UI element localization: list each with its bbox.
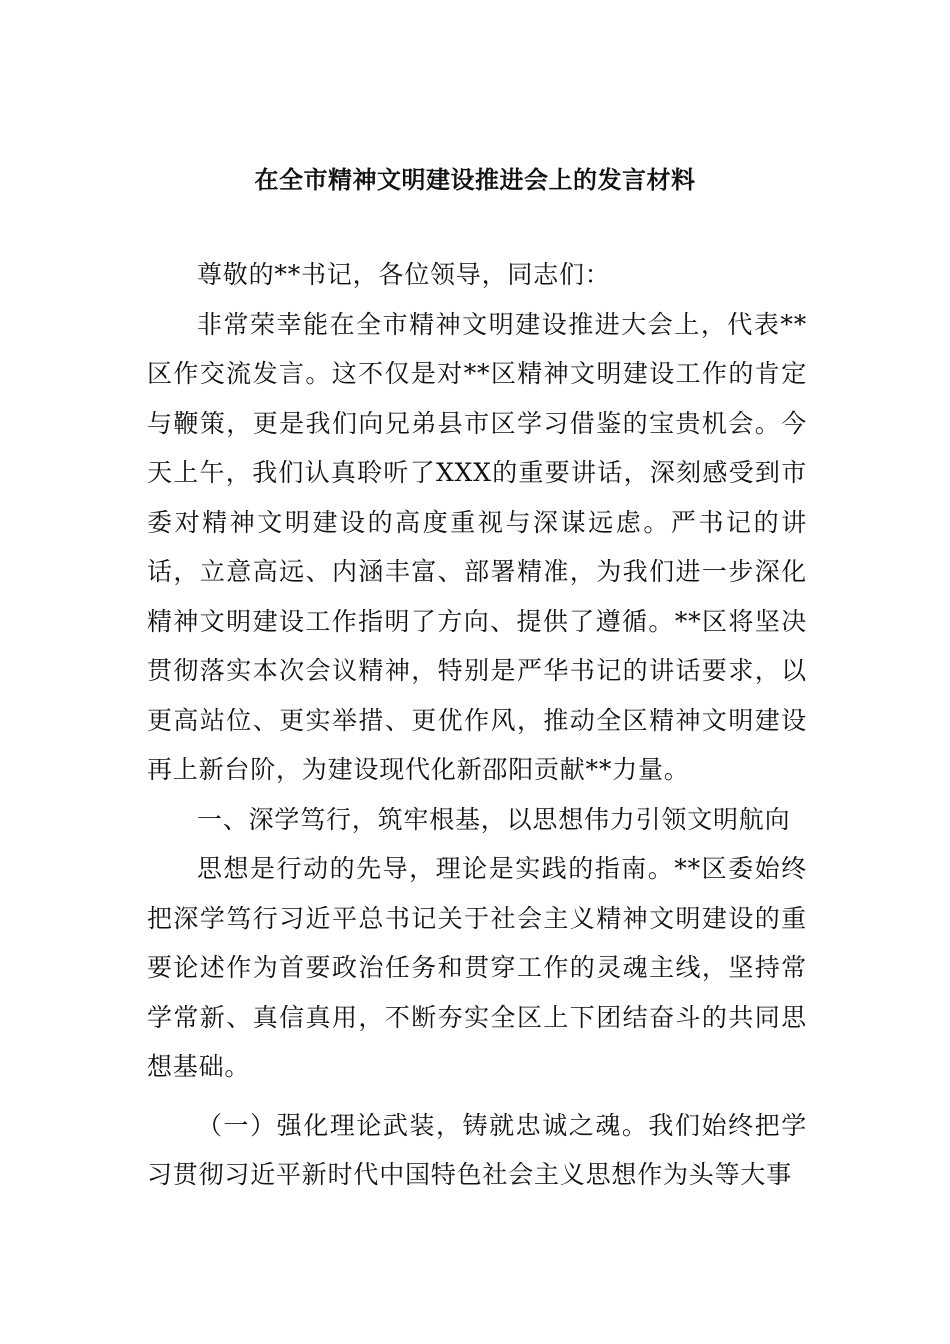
section-heading-1: 一、深学笃行，筑牢根基，以思想伟力引领文明航向 xyxy=(197,804,791,834)
opening-paragraph: 非常荣幸能在全市精神文明建设推进大会上，代表**区作交流发言。这不仅是对**区精神文明建设工作的肯定与鞭策，更是我们向兄弟县市区学习借鉴的宝贵机会。今天上午，我们认真聆听了XXX的重要讲话，深刻感受到市委对精神文明建设的高度重视与深谋远虑。严书记的讲话，立意高远、内涵丰富、部署精准，为我们进一步深化精神文明建设工作指明了方向、提供了遵循。**区将坚决贯彻落实本次会议精神，特别是严华书记的讲话要求，以更高站位、更实举措、更优作风，推动全区精神文明建设再上新台阶，为建设现代化新邵阳贡献**力量。 xyxy=(147,309,807,784)
salutation-paragraph: 尊敬的**书记，各位领导，同志们： xyxy=(197,260,611,289)
section-1-intro-paragraph: 思想是行动的先导，理论是实践的指南。**区委始终把深学笃行习近平总书记关于社会主义精神文明建设的重要论述作为首要政治任务和贯穿工作的灵魂主线，坚持常学常新、真信真用，不断夯实全区上下团结奋斗的共同思想基础。 xyxy=(147,854,807,1081)
document-title: 在全市精神文明建设推进会上的发言材料 xyxy=(254,166,696,194)
document-body xyxy=(147,250,807,1200)
subsection-1-paragraph: （一）强化理论武装，铸就忠诚之魂。我们始终把学习贯彻习近平新时代中国特色社会主义思想作为头等大事 xyxy=(147,1110,807,1189)
